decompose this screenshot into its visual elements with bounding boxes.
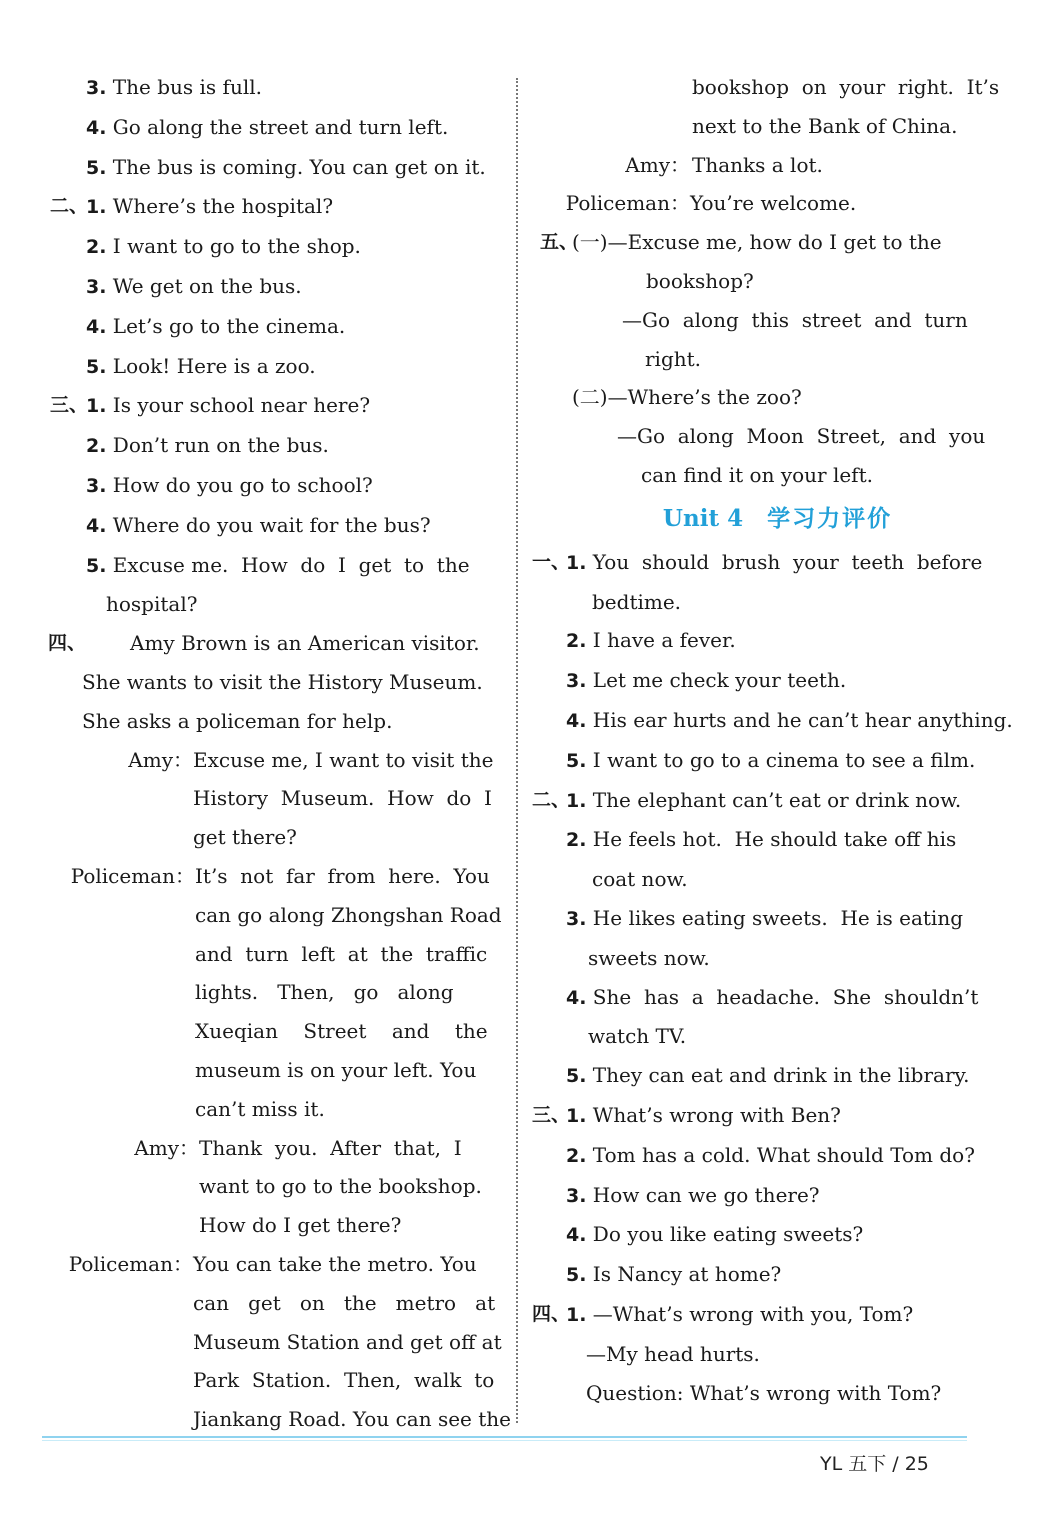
answer-line: 4. His ear hurts and he can’t hear anything.: [566, 707, 1013, 732]
answer-line: 5. The bus is coming. You can get on it.: [86, 154, 486, 179]
dialogue-line: Policeman： You can take the metro. You: [48, 1245, 493, 1284]
answer-line: 3. The bus is full.: [86, 75, 262, 99]
dialogue-line: Park Station. Then, walk to: [193, 1368, 495, 1393]
answer-line: 四、 1. —What’s wrong with you, Tom?: [530, 1295, 985, 1335]
dialogue-line: lights. Then, go along: [195, 980, 454, 1005]
left-column: [48, 68, 511, 1439]
answer-line: 3. He likes eating sweets. He is eating: [566, 905, 964, 930]
answer-line: 5. Look! Here is a zoo.: [86, 353, 316, 378]
answer-line: She wants to visit the History Museum.: [82, 669, 483, 694]
answer-line: hospital?: [106, 592, 198, 617]
answer-line: She asks a policeman for help.: [82, 708, 393, 733]
dialogue-line: Museum Station and get off at: [193, 1329, 502, 1354]
dialogue-line: Amy： Excuse me, I want to visit the: [48, 741, 493, 780]
speaker-label: Amy：: [625, 152, 690, 177]
answer-line: 4. She has a headache. She shouldn’t: [566, 984, 979, 1009]
footer-rule: [42, 1440, 967, 1441]
speaker-label: Amy：: [128, 747, 193, 772]
page-footer: YL 五下 / 25: [820, 1453, 929, 1475]
answer-line: 3. How do you go to school?: [86, 472, 373, 497]
dialogue-line: get there?: [193, 825, 297, 850]
section-marker: 二、: [50, 195, 89, 218]
answer-line: 3. How can we go there?: [566, 1182, 820, 1207]
dialogue-line: next to the Bank of China.: [692, 113, 958, 138]
section-marker: 四、: [48, 632, 87, 655]
answer-line: (二)—Where’s the zoo?: [572, 385, 802, 410]
column-divider: [516, 78, 518, 1423]
answer-line: —My head hurts.: [586, 1341, 760, 1366]
answer-line: 三、 1. What’s wrong with Ben?: [530, 1096, 985, 1136]
answer-line: —Go along Moon Street, and you: [617, 424, 986, 449]
dialogue-line: can go along Zhongshan Road: [195, 902, 502, 927]
answer-line: 5. Excuse me. How do I get to the: [86, 552, 470, 577]
answer-line: 3. We get on the bus.: [86, 273, 302, 298]
answer-line: 二、 1. Where’s the hospital?: [48, 187, 493, 227]
footer-rule: [42, 1436, 967, 1438]
answer-line: watch TV.: [588, 1024, 687, 1049]
answer-line: 2. I have a fever.: [566, 628, 736, 653]
section-marker: 三、: [50, 394, 89, 417]
section-marker: 五、: [540, 231, 579, 254]
answer-line: Question: What’s wrong with Tom?: [586, 1380, 942, 1405]
section-marker: 二、: [532, 788, 571, 811]
dialogue-line: bookshop on your right. It’s: [692, 75, 1000, 99]
dialogue-line: Policeman： You’re welcome.: [530, 184, 985, 223]
answer-line: right.: [645, 346, 702, 371]
speaker-label: Amy：: [134, 1135, 199, 1160]
answer-line: 五、 (一)—Excuse me, how do I get to the: [530, 223, 985, 262]
answer-line: can find it on your left.: [641, 462, 873, 487]
answer-line: sweets now.: [588, 945, 710, 970]
answer-line: 4. Go along the street and turn left.: [86, 114, 449, 139]
dialogue-line: Amy： Thanks a lot.: [530, 146, 985, 185]
answer-line: 2. I want to go to the shop.: [86, 234, 361, 259]
answer-line: 4. Do you like eating sweets?: [566, 1222, 864, 1247]
answer-line: 二、 1. The elephant can’t eat or drink now.: [530, 781, 985, 821]
section-marker: 三、: [532, 1103, 571, 1126]
answer-line: 5. They can eat and drink in the library.: [566, 1063, 970, 1088]
answer-line: 四、 Amy Brown is an American visitor.: [48, 624, 493, 663]
answer-line: 4. Let’s go to the cinema.: [86, 313, 346, 338]
dialogue-line: Amy： Thank you. After that, I: [48, 1129, 493, 1168]
dialogue-line: Jiankang Road. You can see the: [193, 1407, 511, 1432]
answer-line: 5. Is Nancy at home?: [566, 1262, 782, 1287]
speaker-label: Policeman：: [70, 863, 195, 888]
answer-line: 一、 1. You should brush your teeth before: [530, 543, 985, 583]
dialogue-line: History Museum. How do I: [193, 786, 492, 811]
answer-line: 三、 1. Is your school near here?: [48, 386, 493, 426]
answer-line: 5. I want to go to a cinema to see a film.: [566, 747, 976, 772]
answer-line: bedtime.: [592, 589, 682, 614]
answer-line: bookshop?: [646, 268, 754, 293]
answer-line: coat now.: [592, 867, 688, 892]
speaker-label: Policeman：: [565, 191, 690, 216]
dialogue-line: Xueqian Street and the: [195, 1019, 488, 1044]
dialogue-line: and turn left at the traffic: [195, 941, 488, 966]
answer-line: 2. Tom has a cold. What should Tom do?: [566, 1142, 975, 1167]
dialogue-line: museum is on your left. You: [195, 1057, 477, 1082]
dialogue-line: want to go to the bookshop.: [199, 1174, 482, 1199]
dialogue-line: Policeman： It’s not far from here. You: [48, 857, 493, 896]
right-column: [530, 68, 1013, 1412]
dialogue-line: can’t miss it.: [195, 1096, 325, 1121]
unit-title: Unit 4 学习力评价: [662, 504, 893, 532]
answer-line: 2. He feels hot. He should take off his: [566, 827, 957, 852]
dialogue-line: can get on the metro at: [193, 1290, 496, 1315]
answer-line: 4. Where do you wait for the bus?: [86, 512, 431, 537]
section-marker: 一、: [532, 550, 571, 573]
section-marker: 四、: [532, 1302, 571, 1325]
answer-line: 3. Let me check your teeth.: [566, 668, 847, 693]
answer-line: 2. Don’t run on the bus.: [86, 433, 329, 458]
speaker-label: Policeman：: [68, 1251, 193, 1276]
answer-line: —Go along this street and turn: [622, 307, 968, 332]
dialogue-line: How do I get there?: [199, 1213, 402, 1238]
